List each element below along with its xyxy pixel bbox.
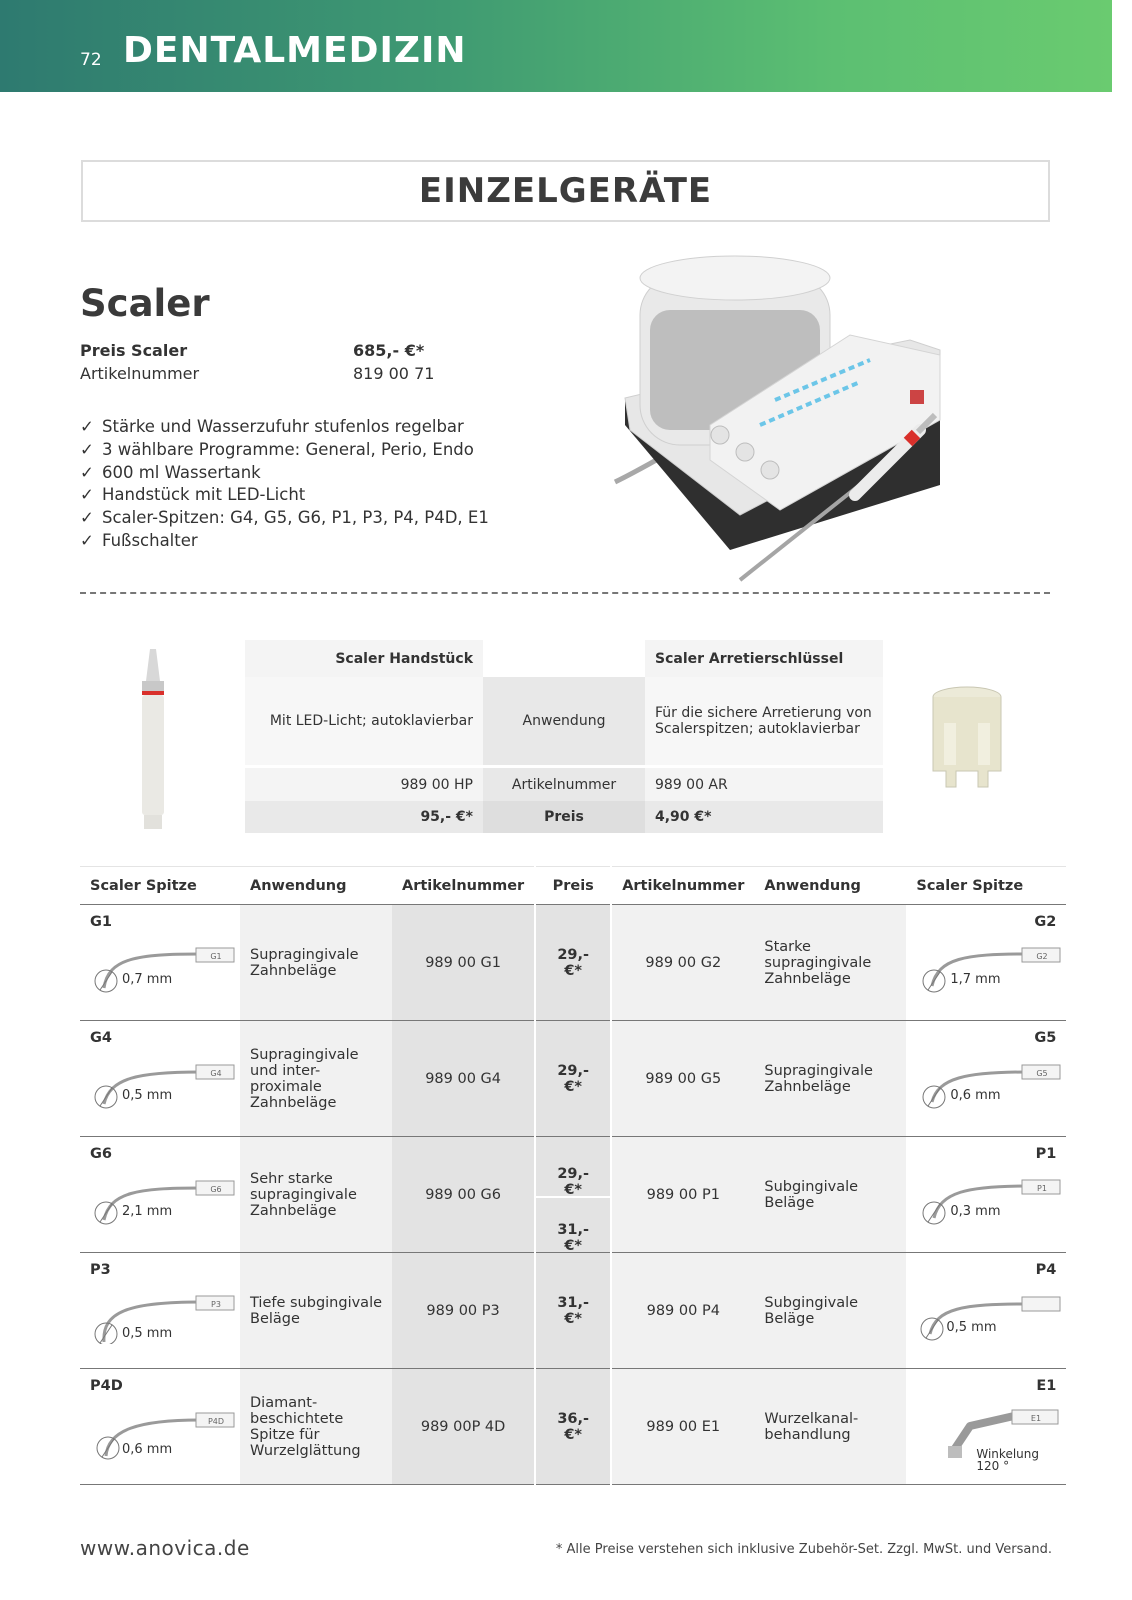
acc-right-heading: Scaler Arretierschlüssel	[645, 640, 883, 677]
tip-size: 0,3 mm	[950, 1203, 1001, 1219]
acc-application-label: Anwendung	[483, 677, 645, 765]
tip-price: 36,- €*	[535, 1369, 611, 1485]
tip-size: 0,5 mm	[122, 1087, 173, 1103]
tip-name: P4	[1035, 1261, 1057, 1278]
scaler-article-label: Artikelnummer	[80, 364, 200, 383]
acc-application-row	[245, 677, 883, 765]
col-header: Anwendung	[754, 867, 906, 905]
tip-name: G1	[90, 913, 112, 930]
svg-text:E1: E1	[1031, 1413, 1042, 1423]
col-header: Artikelnummer	[392, 867, 535, 905]
top-banner	[0, 0, 1112, 92]
acc-price-label: Preis	[483, 801, 645, 833]
acc-header-row	[245, 640, 883, 677]
tip-article: 989 00 G4	[392, 1021, 535, 1137]
section-title: DENTALMEDIZIN	[123, 30, 467, 71]
tip-application: Subgingivale Beläge	[754, 1137, 906, 1253]
tip-application: Diamant-beschichtete Spitze für Wurzelglättung	[240, 1369, 392, 1485]
tip-name: P1	[1035, 1145, 1057, 1162]
scaler-tip-icon	[914, 1284, 1062, 1344]
check-icon: ✓	[80, 530, 94, 550]
scaler-price-value: 685,- €*	[353, 341, 425, 360]
feature-list	[80, 416, 489, 553]
feature-item: ✓ Scaler-Spitzen: G4, G5, G6, P1, P3, P4, P4D, E1	[80, 507, 489, 530]
scaler-tip-icon	[914, 1168, 1062, 1228]
svg-text:G6: G6	[210, 1184, 222, 1194]
tip-application: Subgingivale Beläge	[754, 1253, 906, 1369]
acc-article-row	[245, 768, 883, 801]
tip-name: P3	[90, 1261, 111, 1278]
feature-item: ✓ Handstück mit LED-Licht	[80, 484, 489, 507]
check-icon: ✓	[80, 462, 94, 482]
tip-name: P4D	[90, 1377, 123, 1394]
acc-right-article: 989 00 AR	[645, 768, 883, 801]
scaler-price-label: Preis Scaler	[80, 341, 188, 360]
tip-price: 29,- €*	[535, 905, 611, 1021]
table-row	[80, 1021, 1066, 1137]
tip-application: Starke supragingivale Zahnbeläge	[754, 905, 906, 1021]
tip-name: G2	[1034, 913, 1057, 930]
feature-item: ✓ Fußschalter	[80, 530, 489, 553]
tip-size: 1,7 mm	[950, 971, 1001, 987]
tip-name: G5	[1034, 1029, 1057, 1046]
tip-article: 989 00 G5	[611, 1021, 754, 1137]
svg-text:G1: G1	[210, 951, 222, 961]
locking-key-image	[928, 683, 1006, 793]
col-header: Artikelnummer	[611, 867, 754, 905]
col-header: Scaler Spitze	[906, 867, 1066, 905]
tip-size: 0,6 mm	[950, 1087, 1001, 1103]
scaler-article-value: 819 00 71	[353, 364, 435, 383]
check-icon: ✓	[80, 417, 94, 436]
tip-price: 31,- €*	[557, 1221, 590, 1254]
tip-application: Wurzelkanal-behandlung	[754, 1369, 906, 1485]
tip-article: 989 00 G2	[611, 905, 754, 1021]
col-header: Anwendung	[240, 867, 392, 905]
acc-left-price: 95,- €*	[245, 801, 483, 833]
tip-angle: Winkelung 120 °	[976, 1446, 1039, 1473]
svg-text:P1: P1	[1037, 1183, 1048, 1193]
feature-item: ✓ 600 ml Wassertank	[80, 462, 489, 485]
scaler-tip-icon	[88, 936, 236, 996]
tip-application: Tiefe subgingivale Beläge	[240, 1253, 392, 1369]
tip-application: Supragingivale und inter-proximale Zahnbeläge	[240, 1021, 392, 1137]
tip-article: 989 00 P1	[611, 1137, 754, 1253]
svg-text:P4D: P4D	[207, 1416, 225, 1426]
tip-price: 31,- €*	[535, 1253, 611, 1369]
tip-application: Supragingivale Zahnbeläge	[754, 1021, 906, 1137]
tip-name: G4	[90, 1029, 112, 1046]
tip-article: 989 00 P4	[611, 1253, 754, 1369]
table-row	[80, 1137, 1066, 1253]
tip-application: Sehr starke supragingivale Zahnbeläge	[240, 1137, 392, 1253]
footer-url: www.anovica.de	[80, 1536, 250, 1560]
scaler-tip-icon	[88, 1168, 236, 1228]
tip-size: 0,5 mm	[946, 1319, 997, 1335]
tip-size: 0,6 mm	[122, 1441, 173, 1457]
acc-left-heading: Scaler Handstück	[245, 640, 483, 677]
svg-text:G4: G4	[210, 1068, 222, 1078]
col-header: Preis	[535, 867, 611, 905]
scaler-tip-icon	[914, 936, 1062, 996]
scaler-heading: Scaler	[80, 282, 210, 325]
check-icon: ✓	[80, 508, 94, 528]
tips-header-row	[80, 867, 1066, 905]
accessories-table	[245, 640, 883, 833]
tip-article: 989 00P 4D	[392, 1369, 535, 1485]
section-divider	[80, 592, 1050, 594]
table-row	[80, 905, 1066, 1021]
page-number: 72	[80, 50, 102, 70]
svg-text:P3: P3	[211, 1299, 221, 1309]
svg-text:G2: G2	[1036, 951, 1049, 961]
acc-price-row	[245, 801, 883, 833]
svg-text:G5: G5	[1036, 1068, 1049, 1078]
tip-price: 29,- €*	[535, 1021, 611, 1137]
tip-size: 0,7 mm	[122, 971, 173, 987]
tip-size: 0,5 mm	[122, 1325, 173, 1341]
tip-article: 989 00 G1	[392, 905, 535, 1021]
acc-left-article: 989 00 HP	[245, 768, 483, 801]
tip-application: Supragingivale Zahnbeläge	[240, 905, 392, 1021]
feature-item: ✓ 3 wählbare Programme: General, Perio, Endo	[80, 439, 489, 462]
acc-left-application: Mit LED-Licht; autoklavierbar	[245, 677, 483, 765]
table-row	[80, 1369, 1066, 1485]
tip-name: G6	[90, 1145, 112, 1162]
acc-article-label: Artikelnummer	[483, 768, 645, 801]
tips-table	[80, 866, 1066, 1485]
footer-note: * Alle Preise verstehen sich inklusive Zubehör-Set. Zzgl. MwSt. und Versand.	[555, 1542, 1052, 1557]
handpiece-image	[130, 645, 175, 835]
tip-article: 989 00 P3	[392, 1253, 535, 1369]
col-header: Scaler Spitze	[80, 867, 240, 905]
tip-name: E1	[1036, 1377, 1057, 1394]
tip-price: 29,- €*	[557, 1165, 590, 1198]
tip-article: 989 00 G6	[392, 1137, 535, 1253]
tip-article: 989 00 E1	[611, 1369, 754, 1485]
scaler-tip-icon	[88, 1052, 236, 1112]
scaler-device-image	[610, 250, 970, 595]
check-icon: ✓	[80, 439, 94, 459]
feature-item: ✓ Stärke und Wasserzufuhr stufenlos regelbar	[80, 416, 489, 439]
page-title-box	[81, 160, 1050, 222]
page-title: EINZELGERÄTE	[418, 171, 713, 211]
scaler-tip-icon	[914, 1052, 1062, 1112]
table-row	[80, 1253, 1066, 1369]
split-price	[546, 1138, 600, 1252]
acc-right-price: 4,90 €*	[645, 801, 883, 833]
check-icon: ✓	[80, 485, 94, 505]
acc-right-application: Für die sichere Arretierung von Scalerspitzen; autoklavierbar	[645, 677, 883, 765]
tip-size: 2,1 mm	[122, 1203, 173, 1219]
